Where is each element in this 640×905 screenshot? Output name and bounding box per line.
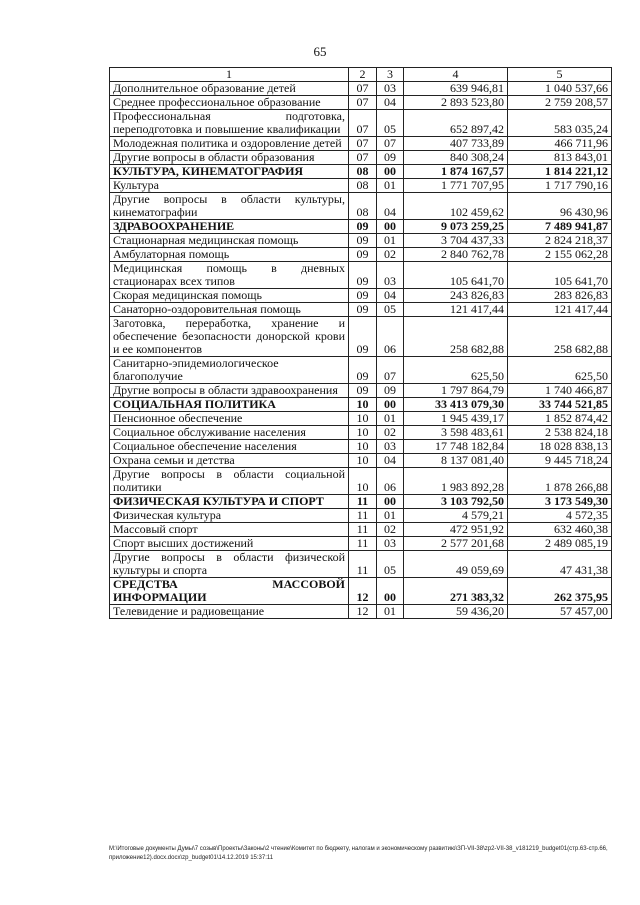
header-cell-section: 2 (349, 68, 377, 82)
row-name-cell: Телевидение и радиовещание (110, 605, 349, 619)
table-row (110, 605, 612, 619)
row-subsection-code: 07 (377, 137, 404, 151)
row-section-code: 08 (349, 193, 377, 220)
row-amount-1: 2 893 523,80 (404, 96, 508, 110)
row-name-cell: Дополнительное образование детей (110, 82, 349, 96)
row-section-code: 08 (349, 179, 377, 193)
row-name-cell: Другие вопросы в области образования (110, 151, 349, 165)
row-section-code: 12 (349, 605, 377, 619)
row-amount-2: 96 430,96 (508, 193, 612, 220)
row-amount-2: 1 852 874,42 (508, 412, 612, 426)
table-row (110, 509, 612, 523)
row-amount-2: 466 711,96 (508, 137, 612, 151)
table-row (110, 412, 612, 426)
row-name-cell: Социальное обеспечение населения (110, 440, 349, 454)
row-amount-2: 33 744 521,85 (508, 398, 612, 412)
header-cell-amount-2: 5 (508, 68, 612, 82)
row-subsection-code: 09 (377, 384, 404, 398)
row-subsection-code: 05 (377, 551, 404, 578)
header-cell-name: 1 (110, 68, 349, 82)
row-subsection-code: 02 (377, 426, 404, 440)
row-amount-1: 625,50 (404, 357, 508, 384)
row-subsection-code: 02 (377, 248, 404, 262)
table-row (110, 234, 612, 248)
row-name-cell: ЗДРАВООХРАНЕНИЕ (110, 220, 349, 234)
row-subsection-code: 04 (377, 96, 404, 110)
row-section-code: 11 (349, 495, 377, 509)
row-name-cell: Другие вопросы в области социальной политики (110, 468, 349, 495)
row-subsection-code: 00 (377, 578, 404, 605)
row-section-code: 11 (349, 551, 377, 578)
row-amount-1: 4 579,21 (404, 509, 508, 523)
row-name-cell: Среднее профессиональное образование (110, 96, 349, 110)
row-amount-1: 407 733,89 (404, 137, 508, 151)
row-section-code: 09 (349, 262, 377, 289)
row-subsection-code: 01 (377, 179, 404, 193)
row-amount-2: 18 028 838,13 (508, 440, 612, 454)
row-name-cell: ФИЗИЧЕСКАЯ КУЛЬТУРА И СПОРТ (110, 495, 349, 509)
table-row (110, 551, 612, 578)
table-row (110, 495, 612, 509)
row-amount-2: 262 375,95 (508, 578, 612, 605)
row-name-cell: Заготовка, переработка, хранение и обеспечение безопасности донорской крови и ее компонентов (110, 317, 349, 357)
row-section-code: 10 (349, 426, 377, 440)
row-section-code: 10 (349, 454, 377, 468)
row-name-cell: Санаторно-оздоровительная помощь (110, 303, 349, 317)
row-amount-2: 1 878 266,88 (508, 468, 612, 495)
row-amount-2: 9 445 718,24 (508, 454, 612, 468)
row-name-cell: Медицинская помощь в дневных стационарах всех типов (110, 262, 349, 289)
row-amount-1: 2 577 201,68 (404, 537, 508, 551)
row-subsection-code: 00 (377, 220, 404, 234)
row-section-code: 09 (349, 384, 377, 398)
row-amount-1: 9 073 259,25 (404, 220, 508, 234)
row-section-code: 10 (349, 468, 377, 495)
row-name-cell: Другие вопросы в области культуры, кинематографии (110, 193, 349, 220)
table-row (110, 110, 612, 137)
row-section-code: 11 (349, 523, 377, 537)
row-amount-1: 258 682,88 (404, 317, 508, 357)
table-row (110, 151, 612, 165)
table-row (110, 317, 612, 357)
row-amount-2: 813 843,01 (508, 151, 612, 165)
row-name-cell: Массовый спорт (110, 523, 349, 537)
table-row (110, 398, 612, 412)
table-row (110, 440, 612, 454)
row-amount-1: 472 951,92 (404, 523, 508, 537)
row-amount-1: 49 059,69 (404, 551, 508, 578)
row-amount-1: 1 983 892,28 (404, 468, 508, 495)
row-amount-1: 17 748 182,84 (404, 440, 508, 454)
table-row (110, 523, 612, 537)
row-name-cell: Другие вопросы в области здравоохранения (110, 384, 349, 398)
row-amount-1: 33 413 079,30 (404, 398, 508, 412)
row-name-cell: Социальное обслуживание населения (110, 426, 349, 440)
row-section-code: 08 (349, 165, 377, 179)
table-row (110, 289, 612, 303)
row-amount-2: 7 489 941,87 (508, 220, 612, 234)
row-amount-2: 2 824 218,37 (508, 234, 612, 248)
row-section-code: 09 (349, 248, 377, 262)
table-row (110, 303, 612, 317)
row-amount-2: 1 740 466,87 (508, 384, 612, 398)
row-subsection-code: 05 (377, 303, 404, 317)
row-subsection-code: 04 (377, 193, 404, 220)
row-name-cell: Скорая медицинская помощь (110, 289, 349, 303)
row-section-code: 09 (349, 289, 377, 303)
row-name-cell: Спорт высших достижений (110, 537, 349, 551)
row-name-cell: СРЕДСТВА МАССОВОЙ ИНФОРМАЦИИ (110, 578, 349, 605)
budget-table (109, 67, 612, 619)
row-subsection-code: 01 (377, 412, 404, 426)
row-name-cell: Физическая культура (110, 509, 349, 523)
row-amount-2: 625,50 (508, 357, 612, 384)
row-subsection-code: 02 (377, 523, 404, 537)
row-section-code: 07 (349, 96, 377, 110)
table-row (110, 96, 612, 110)
row-subsection-code: 03 (377, 440, 404, 454)
row-amount-2: 583 035,24 (508, 110, 612, 137)
row-amount-1: 271 383,32 (404, 578, 508, 605)
row-subsection-code: 03 (377, 262, 404, 289)
row-name-cell: СОЦИАЛЬНАЯ ПОЛИТИКА (110, 398, 349, 412)
row-amount-2: 2 155 062,28 (508, 248, 612, 262)
row-section-code: 09 (349, 357, 377, 384)
row-name-cell: КУЛЬТУРА, КИНЕМАТОГРАФИЯ (110, 165, 349, 179)
row-subsection-code: 00 (377, 495, 404, 509)
row-subsection-code: 01 (377, 234, 404, 248)
row-subsection-code: 05 (377, 110, 404, 137)
row-amount-1: 639 946,81 (404, 82, 508, 96)
row-amount-1: 59 436,20 (404, 605, 508, 619)
row-section-code: 07 (349, 137, 377, 151)
table-row (110, 578, 612, 605)
row-amount-1: 121 417,44 (404, 303, 508, 317)
row-subsection-code: 01 (377, 509, 404, 523)
row-section-code: 07 (349, 151, 377, 165)
row-amount-1: 840 308,24 (404, 151, 508, 165)
row-section-code: 09 (349, 317, 377, 357)
row-section-code: 12 (349, 578, 377, 605)
row-section-code: 11 (349, 537, 377, 551)
row-amount-1: 105 641,70 (404, 262, 508, 289)
row-amount-1: 1 771 707,95 (404, 179, 508, 193)
row-name-cell: Молодежная политика и оздоровление детей (110, 137, 349, 151)
table-row (110, 137, 612, 151)
row-amount-1: 3 704 437,33 (404, 234, 508, 248)
header-cell-amount-1: 4 (404, 68, 508, 82)
row-section-code: 07 (349, 82, 377, 96)
row-section-code: 07 (349, 110, 377, 137)
table-row (110, 537, 612, 551)
row-amount-1: 652 897,42 (404, 110, 508, 137)
row-section-code: 10 (349, 412, 377, 426)
row-amount-1: 1 874 167,57 (404, 165, 508, 179)
row-amount-2: 1 814 221,12 (508, 165, 612, 179)
row-subsection-code: 09 (377, 151, 404, 165)
table-row (110, 468, 612, 495)
table-row (110, 179, 612, 193)
table-row (110, 165, 612, 179)
row-subsection-code: 00 (377, 165, 404, 179)
row-amount-1: 1 945 439,17 (404, 412, 508, 426)
row-amount-1: 3 103 792,50 (404, 495, 508, 509)
table-row (110, 384, 612, 398)
row-amount-2: 283 826,83 (508, 289, 612, 303)
row-name-cell: Профессиональная подготовка, переподготовка и повышение квалификации (110, 110, 349, 137)
row-amount-2: 3 173 549,30 (508, 495, 612, 509)
table-row (110, 426, 612, 440)
row-section-code: 09 (349, 303, 377, 317)
row-amount-1: 3 598 483,61 (404, 426, 508, 440)
row-section-code: 10 (349, 398, 377, 412)
table-row (110, 82, 612, 96)
header-cell-subsection: 3 (377, 68, 404, 82)
file-path-footer: M:\Итоговые документы Думы\7 созыв\Проекты\Законы\2 чтение\Комитет по бюджету, налогам и экономическому развитию\ЗП-VII-38\zp2-VII-38_v181219_budget01(стр.63-стр.66, приложение12).docx.docx\zp_budget01\14.12.2019 15:37:11 (109, 846, 608, 861)
table-row (110, 357, 612, 384)
row-name-cell: Культура (110, 179, 349, 193)
row-amount-2: 121 417,44 (508, 303, 612, 317)
row-subsection-code: 00 (377, 398, 404, 412)
row-subsection-code: 03 (377, 537, 404, 551)
row-amount-2: 1 717 790,16 (508, 179, 612, 193)
row-amount-2: 258 682,88 (508, 317, 612, 357)
row-name-cell: Пенсионное обеспечение (110, 412, 349, 426)
row-amount-2: 2 538 824,18 (508, 426, 612, 440)
row-name-cell: Другие вопросы в области физической культуры и спорта (110, 551, 349, 578)
row-section-code: 10 (349, 440, 377, 454)
row-amount-2: 57 457,00 (508, 605, 612, 619)
row-section-code: 09 (349, 220, 377, 234)
row-amount-2: 1 040 537,66 (508, 82, 612, 96)
row-subsection-code: 04 (377, 454, 404, 468)
table-row (110, 454, 612, 468)
row-subsection-code: 06 (377, 317, 404, 357)
row-amount-1: 8 137 081,40 (404, 454, 508, 468)
row-name-cell: Санитарно-эпидемиологическое благополучие (110, 357, 349, 384)
table-row (110, 220, 612, 234)
row-amount-2: 105 641,70 (508, 262, 612, 289)
page-number: 65 (313, 44, 327, 59)
row-section-code: 11 (349, 509, 377, 523)
row-name-cell: Стационарная медицинская помощь (110, 234, 349, 248)
row-subsection-code: 04 (377, 289, 404, 303)
row-name-cell: Амбулаторная помощь (110, 248, 349, 262)
row-name-cell: Охрана семьи и детства (110, 454, 349, 468)
row-subsection-code: 03 (377, 82, 404, 96)
table-row (110, 262, 612, 289)
row-amount-1: 102 459,62 (404, 193, 508, 220)
row-amount-2: 632 460,38 (508, 523, 612, 537)
table-header-row (110, 68, 612, 82)
table-row (110, 193, 612, 220)
row-amount-2: 2 489 085,19 (508, 537, 612, 551)
row-subsection-code: 01 (377, 605, 404, 619)
row-amount-1: 243 826,83 (404, 289, 508, 303)
row-amount-2: 4 572,35 (508, 509, 612, 523)
row-subsection-code: 07 (377, 357, 404, 384)
row-amount-2: 2 759 208,57 (508, 96, 612, 110)
row-amount-1: 2 840 762,78 (404, 248, 508, 262)
table-row (110, 248, 612, 262)
row-section-code: 09 (349, 234, 377, 248)
row-amount-2: 47 431,38 (508, 551, 612, 578)
row-amount-1: 1 797 864,79 (404, 384, 508, 398)
row-subsection-code: 06 (377, 468, 404, 495)
